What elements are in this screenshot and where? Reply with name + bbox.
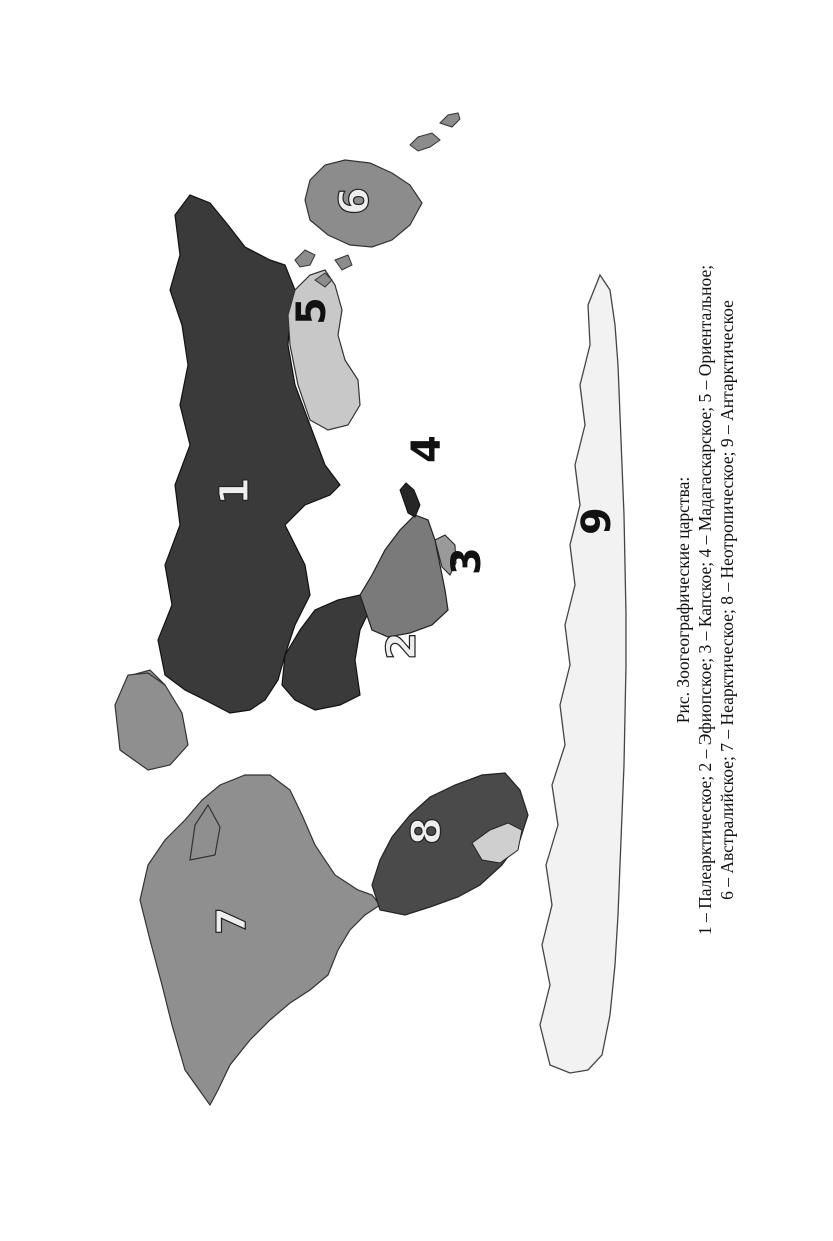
region-ethiopian xyxy=(360,515,448,637)
region-australian-islands xyxy=(410,113,460,151)
region-antarctic xyxy=(540,275,626,1073)
map-svg xyxy=(110,85,630,1115)
label-region-7: 7 xyxy=(209,907,255,935)
caption-title: Рис. Зоогеографические царства: xyxy=(673,476,693,724)
zoogeographic-world-map xyxy=(110,85,630,1115)
region-madagascar xyxy=(400,483,420,517)
label-region-6: 6 xyxy=(332,187,378,215)
label-region-2: 2 xyxy=(379,632,425,660)
region-nearctic-greenland xyxy=(115,673,188,770)
caption-legend-line-2: 6 – Австралийское; 7 – Неарктическое; 8 – Неотропическое; 9 – Антарктическое xyxy=(717,300,737,900)
label-region-8: 8 xyxy=(404,817,450,845)
label-region-4: 4 xyxy=(404,435,450,463)
figure-caption xyxy=(655,70,755,1130)
label-region-1: 1 xyxy=(212,477,258,505)
label-region-9: 9 xyxy=(574,507,620,535)
label-region-3: 3 xyxy=(444,547,490,575)
label-region-5: 5 xyxy=(289,297,335,325)
caption-legend-line-1: 1 – Палеарктическое; 2 – Эфиопское; 3 – Капское; 4 – Мадагаскарское; 5 – Ориентальное; xyxy=(695,264,715,936)
